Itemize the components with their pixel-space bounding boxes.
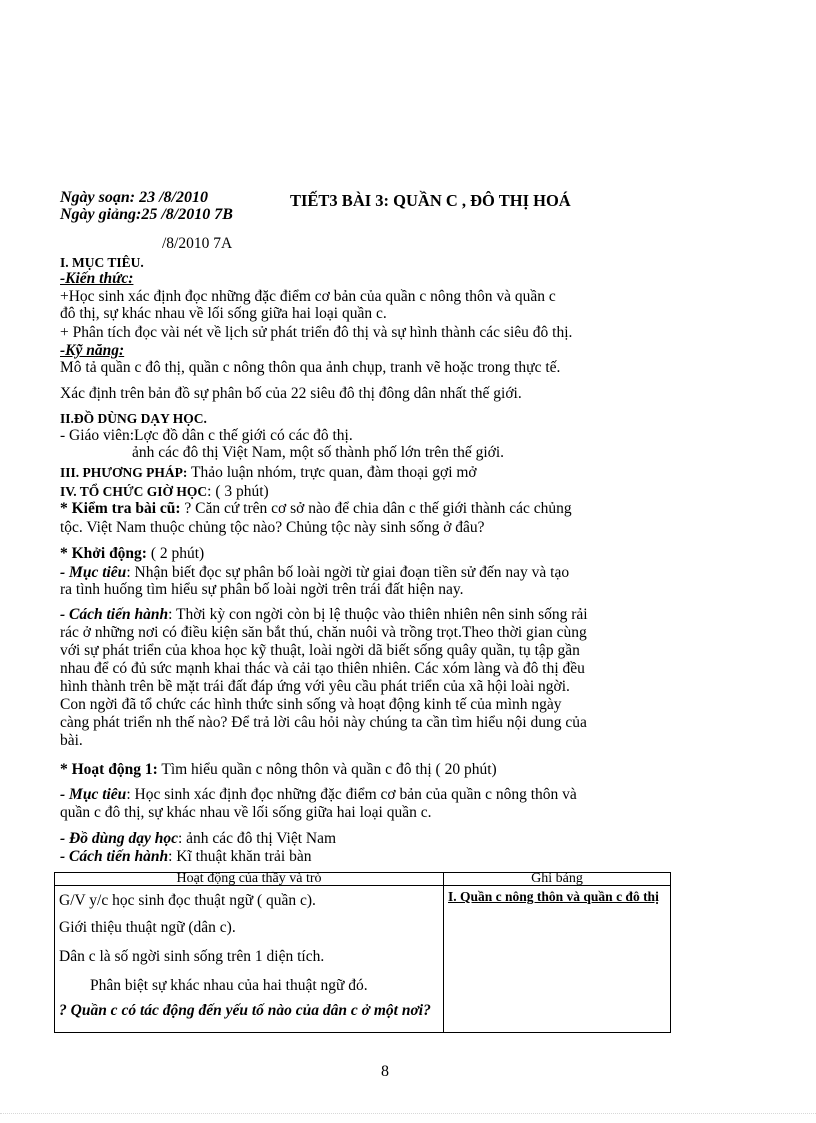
hoat-dong-1-text: Tìm hiểu quần c nông thôn và quần c đô thị ( 20 phút) (157, 761, 497, 778)
table-left-question: ? Quần c có tác động đến yếu tố nào của dân c ở một nơi? (59, 1002, 431, 1020)
kiem-tra-line (60, 501, 572, 517)
table-left-line: Dân c là số ngời sinh sống trên 1 diện tích. (59, 948, 325, 966)
table-left-line: Giới thiệu thuật ngữ (dân c). (59, 919, 236, 937)
do-dung-line: ảnh các đô thị Việt Nam, một số thành phố lớn trên thế giới. (132, 444, 505, 461)
section-do-dung: II.ĐỒ DÙNG DẠY HỌC. (60, 411, 207, 426)
cach-tien-hanh-line: rác ở những nơi có điều kiện săn bắt thú, chăn nuôi và trồng trọt.Theo thời gian cùng (60, 624, 587, 641)
hoat-dong-1-label: * Hoạt động 1: (60, 761, 158, 778)
table-cell-right (444, 886, 671, 1033)
table-header-left: Hoạt động của thầy và trò (55, 873, 444, 886)
khoi-dong-line (60, 546, 204, 562)
kien-thuc-line: +Học sinh xác định đọc những đặc điểm cơ bản của quần c nông thôn và quần c (60, 288, 556, 305)
hoat-dong-1-line (60, 762, 497, 778)
ky-nang-line: Mô tả quần c đô thị, quần c nông thôn qua ảnh chụp, tranh vẽ hoặc trong thực tế. (60, 359, 561, 376)
cach-tien-hanh-line: bài. (60, 732, 83, 749)
table-left-line: Phân biệt sự khác nhau của hai thuật ngữ đó. (59, 977, 368, 995)
phuong-phap-text: Thảo luận nhóm, trực quan, đàm thoại gợi mở (187, 464, 477, 481)
muc-tieu-2-text: : Học sinh xác định đọc những đặc điểm cơ bản của quần c nông thôn và (126, 786, 577, 803)
cach-tien-hanh-label: - Cách tiến hành (60, 606, 169, 623)
kiem-tra-label: * Kiểm tra bài cũ: (60, 500, 181, 517)
table-cell-left (55, 886, 444, 1033)
kien-thuc-line: đô thị, sự khác nhau về lối sống giữa hai loại quần c. (60, 305, 387, 322)
khoi-dong-label: * Khởi động: (60, 545, 147, 562)
ngay-giang-2: /8/2010 7A (162, 235, 233, 252)
cach-tien-hanh-2-label: - Cách tiến hành (60, 848, 169, 865)
table-header-right: Ghi bảng (444, 873, 671, 886)
ky-nang-line: Xác định trên bản đồ sự phân bố của 22 siêu đô thị đông dân nhất thế giới. (60, 385, 522, 402)
do-dung-day-hoc-label: - Đồ dùng dạy học (60, 830, 178, 847)
cach-tien-hanh-line (60, 607, 588, 623)
kiem-tra-text: ? Căn cứ trên cơ sở nào để chia dân c thế giới thành các chủng (180, 500, 572, 517)
cach-tien-hanh-line: càng phát triển nh thế nào? Để trả lời câu hỏi này chúng ta cần tìm hiểu nội dung của (60, 714, 587, 731)
muc-tieu-2-line-2: quần c đô thị, sự khác nhau về lối sống giữa hai loại quần c. (60, 804, 432, 821)
table-row (55, 886, 671, 1033)
cach-tien-hanh-text: : Thời kỳ con ngời còn bị lệ thuộc vào thiên nhiên nên sinh sống rải (168, 606, 588, 623)
table-header-row (55, 873, 671, 886)
khoi-dong-text: ( 2 phút) (146, 545, 205, 562)
to-chuc-text: : ( 3 phút) (207, 483, 269, 500)
phuong-phap-line (60, 465, 477, 481)
lesson-title: TIẾT3 BÀI 3: QUẦN C , ĐÔ THỊ HOÁ (290, 191, 571, 210)
kien-thuc-line: + Phân tích đọc vài nét về lịch sử phát triển đô thị và sự hình thành các siêu đô thị. (60, 324, 573, 341)
to-chuc-line (60, 484, 269, 500)
muc-tieu-line (60, 565, 569, 581)
cach-tien-hanh-2-line (60, 849, 311, 865)
page-number: 8 (381, 1063, 389, 1080)
muc-tieu-line-2: ra tình huống tìm hiểu sự phân bố loài ngời trên trái đất hiện nay. (60, 581, 464, 598)
muc-tieu-label: - Mục tiêu (60, 564, 127, 581)
muc-tieu-2-label: - Mục tiêu (60, 786, 127, 803)
to-chuc-label: IV. TỔ CHỨC GIỜ HỌC (60, 484, 208, 499)
section-muc-tieu: I. MỤC TIÊU. (60, 255, 144, 270)
cach-tien-hanh-line: Con ngời đã tổ chức các hình thức sinh sống và hoạt động kinh tế của mình ngày (60, 696, 562, 713)
cach-tien-hanh-2-text: : Kĩ thuật khăn trải bàn (168, 848, 312, 865)
cach-tien-hanh-line: hình thành trên bề mặt trái đất đáp ứng với yêu cầu phát triển của xã hội loài ngời. (60, 678, 570, 695)
do-dung-day-hoc-text: : ảnh các đô thị Việt Nam (177, 830, 337, 847)
cach-tien-hanh-line: nhau để có đủ sức mạnh khai thác và cải tạo thiên nhiên. Các xóm làng và đô thị đều (60, 660, 585, 677)
phuong-phap-label: III. PHƯƠNG PHÁP: (60, 465, 188, 480)
do-dung-line: - Giáo viên:Lợc đồ dân c thế giới có các đô thị. (60, 427, 353, 444)
ngay-giang: Ngày giảng:25 /8/2010 7B (60, 206, 233, 223)
do-dung-day-hoc-line (60, 831, 336, 847)
kien-thuc-heading: -Kiến thức: (60, 270, 134, 287)
kiem-tra-line-2: tộc. Việt Nam thuộc chủng tộc nào? Chủng tộc này sinh sống ở đâu? (60, 519, 485, 536)
table-left-line: G/V y/c học sinh đọc thuật ngữ ( quần c). (59, 892, 316, 909)
cach-tien-hanh-line: với sự phát triển của khoa học kỹ thuật, loài ngời dã biết sống quây quần, tụ tập gần (60, 642, 580, 659)
activity-table (54, 872, 671, 1033)
ky-nang-heading: -Kỹ năng: (60, 342, 125, 359)
page-bottom-divider (0, 1113, 816, 1114)
table-right-title: I. Quần c nông thôn và quần c đô thị (448, 889, 659, 904)
muc-tieu-text: : Nhận biết đọc sự phân bố loài ngời từ giai đoạn tiền sử đến nay và tạo (126, 564, 570, 581)
muc-tieu-2-line (60, 787, 577, 803)
ngay-soan: Ngày soạn: 23 /8/2010 (60, 189, 208, 206)
